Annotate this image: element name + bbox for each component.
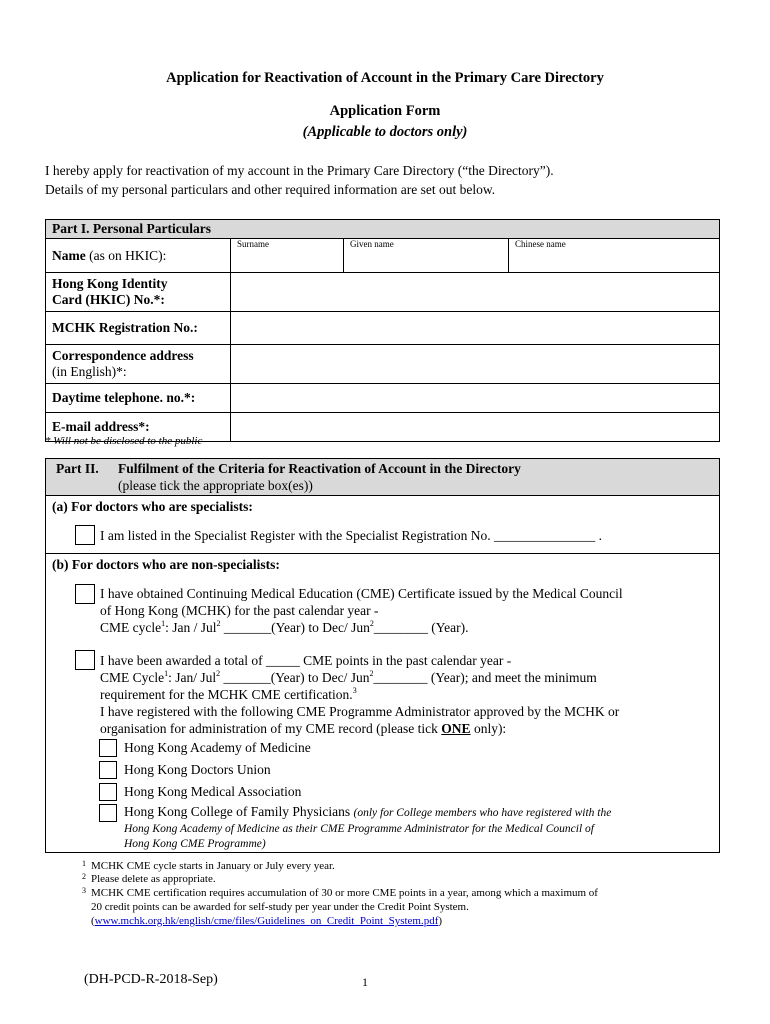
hkcfp-checkbox[interactable] <box>99 804 117 822</box>
given-name-field[interactable] <box>344 239 509 273</box>
cme-points-line-3: requirement for the MCHK CME certification.$^3$ <box>100 686 357 702</box>
email-label: E-mail address*: <box>46 413 231 442</box>
cme-points-line-1: I have been awarded a total of _____ CME points in the past calendar year - <box>100 653 512 668</box>
cme-certificate-line-2: of Hong Kong (MCHK) for the past calendar year - <box>100 603 379 618</box>
part2-heading: Fulfilment of the Criteria for Reactivation of Account in the Directory <box>118 461 521 476</box>
administrator-hkam: Hong Kong Academy of Medicine <box>124 740 311 755</box>
divider <box>45 553 720 554</box>
hkcfp-note-line-3: Hong Kong CME Programme) <box>124 838 266 850</box>
footnote-3-link-line: (www.mchk.org.hk/english/cme/files/Guidelines_on_Credit_Point_System.pdf) <box>91 915 443 927</box>
administrator-hkcfp: Hong Kong College of Family Physicians (only for College members who have registered with the <box>124 804 612 819</box>
address-field[interactable] <box>231 345 720 384</box>
chinese-name-sublabel: Chinese name <box>515 239 566 249</box>
cme-points-checkbox[interactable] <box>75 650 95 670</box>
hkam-checkbox[interactable] <box>99 739 117 757</box>
footnote-2-mark: 2 <box>82 872 86 881</box>
form-title: Application Form <box>329 103 441 119</box>
cme-points-line-4: I have registered with the following CME Programme Administrator approved by the MCHK or <box>100 704 620 719</box>
specialist-option: I am listed in the Specialist Register with the Specialist Registration No. _______________ . <box>100 528 603 543</box>
specialist-checkbox[interactable] <box>75 525 95 545</box>
phone-field[interactable] <box>231 384 720 413</box>
cme-certificate-line-3: CME cycle$^1$: Jan / Jul$^2$ _______(Year) to Dec/ Jun$^2$________ (Year). <box>100 619 469 635</box>
chinese-name-field[interactable] <box>509 239 720 273</box>
intro-line-1: I hereby apply for reactivation of my account in the Primary Care Directory (“the Directory”). <box>45 163 554 178</box>
document-title: Application for Reactivation of Account in the Primary Care Directory <box>166 70 604 86</box>
given-name-sublabel: Given name <box>350 239 394 249</box>
address-label: Correspondence address (in English)*: <box>46 345 231 384</box>
divider <box>45 495 720 496</box>
part2-label: Part II. <box>56 461 99 476</box>
phone-label: Daytime telephone. no.*: <box>46 384 231 413</box>
footnote-3-line-1: MCHK CME certification requires accumulation of 30 or more CME points in a year, among which a maximum of <box>91 887 598 899</box>
hkcfp-note-line-2: Hong Kong Academy of Medicine as their CME Programme Administrator for the Medical Council of <box>124 823 594 835</box>
cme-certificate-line-1: I have obtained Continuing Medical Education (CME) Certificate issued by the Medical Council <box>100 586 623 601</box>
surname-sublabel: Surname <box>237 239 269 249</box>
applicability-note: (Applicable to doctors only) <box>302 124 468 140</box>
page-number: 1 <box>362 975 368 989</box>
mchk-label: MCHK Registration No.: <box>46 312 231 345</box>
administrator-hkma: Hong Kong Medical Association <box>124 784 302 799</box>
personal-particulars-table <box>45 219 720 442</box>
name-label: Name (as on HKIC): <box>46 239 231 273</box>
cme-points-line-2: CME Cycle$^1$: Jan/ Jul$^2$ _______(Year) to Dec/ Jun$^2$________ (Year); and meet the minimum <box>100 669 597 685</box>
mchk-field[interactable] <box>231 312 720 345</box>
disclosure-note: * Will not be disclosed to the public <box>45 435 203 447</box>
surname-field[interactable] <box>231 239 344 273</box>
footnote-3-mark: 3 <box>82 886 86 895</box>
part2-instruction: (please tick the appropriate box(es)) <box>118 478 313 493</box>
hkic-label: Hong Kong Identity Card (HKIC) No.*: <box>46 273 231 312</box>
form-code: (DH-PCD-R-2018-Sep) <box>84 972 218 987</box>
hkma-checkbox[interactable] <box>99 783 117 801</box>
cme-points-line-5: organisation for administration of my CME record (please tick ONE only): <box>100 721 507 736</box>
footnote-3-line-2: 20 credit points can be awarded for self-study per year under the Credit Point System. <box>91 901 469 913</box>
cme-certificate-checkbox[interactable] <box>75 584 95 604</box>
intro-line-2: Details of my personal particulars and other required information are set out below. <box>45 182 496 197</box>
part1-heading: Part I. Personal Particulars <box>46 220 720 239</box>
guidelines-link[interactable]: www.mchk.org.hk/english/cme/files/Guidelines_on_Credit_Point_System.pdf <box>94 915 439 927</box>
administrator-hkdu: Hong Kong Doctors Union <box>124 762 271 777</box>
footnote-1: MCHK CME cycle starts in January or July every year. <box>91 860 335 872</box>
footnote-2: Please delete as appropriate. <box>91 873 216 885</box>
specialists-heading: (a) For doctors who are specialists: <box>52 499 253 514</box>
hkdu-checkbox[interactable] <box>99 761 117 779</box>
hkic-field[interactable] <box>231 273 720 312</box>
email-field[interactable] <box>231 413 720 442</box>
footnote-1-mark: 1 <box>82 859 86 868</box>
non-specialists-heading: (b) For doctors who are non-specialists: <box>52 557 280 572</box>
